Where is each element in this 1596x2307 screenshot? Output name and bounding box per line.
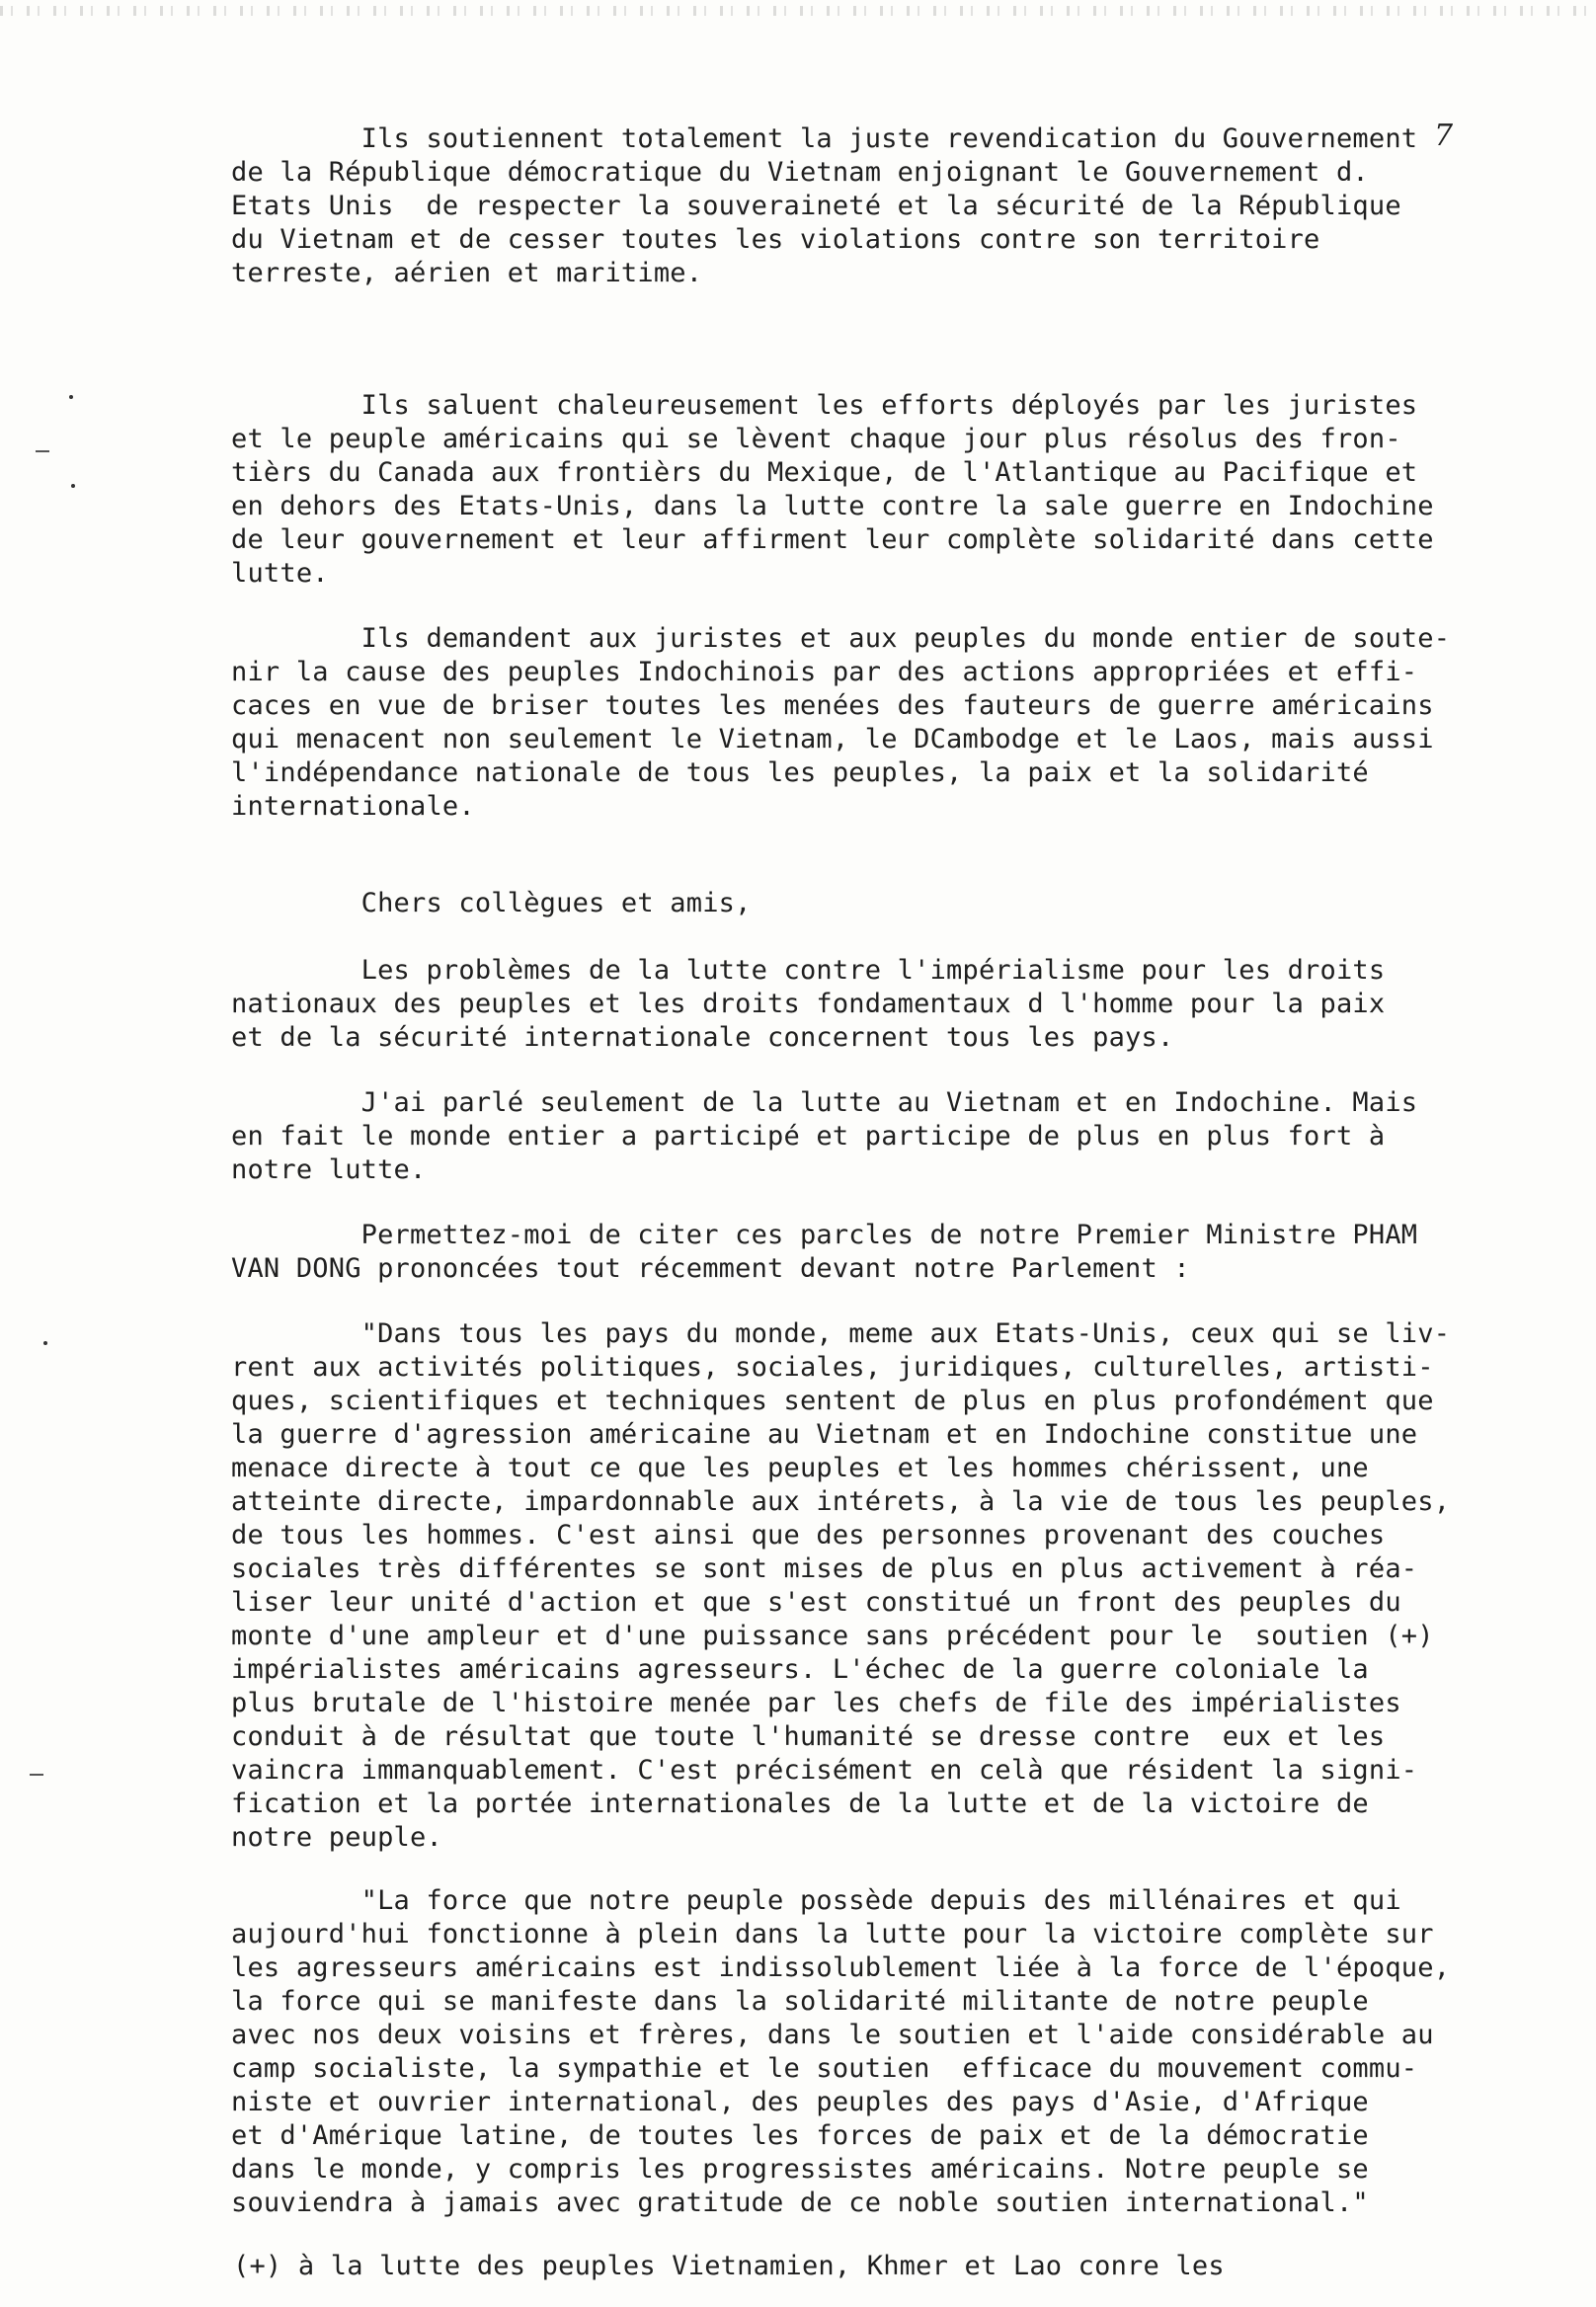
paragraph-6: J'ai parlé seulement de la lutte au Vietnam et en Indochine. Mais en fait le monde entier a participé et participe de plus en plus fort à notre lutte. <box>231 1087 1418 1185</box>
paragraph-5: Les problèmes de la lutte contre l'impérialisme pour les droits nationaux des peuples et les droits fondamentaux d l'homme pour la paix et de la sécurité internationale concernent tous les pays. <box>231 955 1386 1053</box>
paragraph-1: Ils soutiennent totalement la juste revendication du Gouvernement de la République démocratique du Vietnam enjoignant le Gouvernement d. Etats Unis de respecter la souveraineté et la sécurité de la République du Vietnam et de cesser toutes les violations contre son territoire terreste, aérien et maritime. <box>231 123 1418 288</box>
scan-mark <box>71 484 75 488</box>
paragraph-4: Chers collègues et amis, <box>231 888 752 918</box>
paragraph-3: Ils demandent aux juristes et aux peuples du monde entier de soute- nir la cause des peuples Indochinois par des actions appropriées et effi- caces en vue de briser toutes les menées des fauteurs de guerre américains qui menacent non seulement le Vietnam, le DCambodge et le Laos, mais aussi l'indépendance nationale de tous les peuples, la paix et la solidarité internationale. <box>231 623 1451 822</box>
scan-mark <box>69 395 73 399</box>
scan-mark <box>43 1341 47 1345</box>
paragraph-7: Permettez-moi de citer ces parcles de notre Premier Ministre PHAM VAN DONG prononcées tout récemment devant notre Parlement : <box>231 1220 1418 1284</box>
paragraph-8: "Dans tous les pays du monde, meme aux Etats-Unis, ceux qui se liv- rent aux activités politiques, sociales, juridiques, culturelles, artisti- ques, scientifiques et techniques sentent de plus en plus profondément que la guerre d'agression américaine au Vietnam et en Indochine constitue une menace directe à tout ce que les peuples et les hommes chérissent, une atteinte directe, impardonnable aux intérets, à la vie de tous les peuples, de tous les hommes. C'est ainsi que des personnes provenant des couches sociales très différentes se sont mises de plus en plus activement à réa- liser leur unité d'action et que s'est constitué un front des peuples du monte d'une ampleur et d'une puissance sans précédent pour le soutien (+) impérialistes américains agresseurs. L'échec de la guerre coloniale la plus brutale de l'histoire menée par les chefs de file des impérialistes conduit à de résultat que toute l'humanité se dresse contre eux et les vaincra immanquablement. C'est précisément en celà que résident la signi- fication et la portée internationales de la lutte et de la victoire de notre peuple. <box>231 1318 1451 1853</box>
scan-noise <box>0 6 1596 16</box>
paragraph-2: Ils saluent chaleureusement les efforts déployés par les juristes et le peuple américains qui se lèvent chaque jour plus résolus des fron- tièrs du Canada aux frontièrs du Mexique, de l'Atlantique au Pacifique et en dehors des Etats-Unis, dans la lutte contre la sale guerre en Indochine de leur gouvernement et leur affirment leur complète solidarité dans cette lutte. <box>231 390 1434 589</box>
page-number: 7 <box>1434 119 1454 153</box>
scan-mark <box>36 450 49 452</box>
footnote: (+) à la lutte des peuples Vietnamien, Khmer et Lao conre les <box>233 2251 1225 2281</box>
scan-mark <box>30 1774 43 1776</box>
paragraph-9: "La force que notre peuple possède depuis des millénaires et qui aujourd'hui fonctionne à plein dans la lutte pour la victoire complète sur les agresseurs américains est indissolublement liée à la force de l'époque, la force qui se manifeste dans la solidarité militante de notre peuple avec nos deux voisins et frères, dans le soutien et l'aide considérable au camp socialiste, la sympathie et le soutien efficace du mouvement commu- niste et ouvrier international, des peuples des pays d'Asie, d'Afrique et d'Amérique latine, de toutes les forces de paix et de la démocratie dans le monde, y compris les progressistes américains. Notre peuple se souviendra à jamais avec gratitude de ce noble soutien international." <box>231 1885 1451 2218</box>
